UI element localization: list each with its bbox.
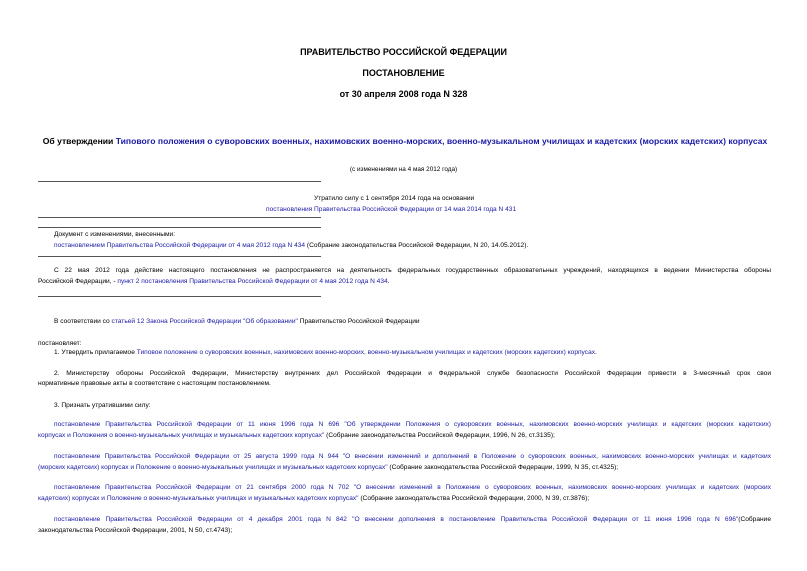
item-3: 3. Признать утратившими силу: (54, 402, 151, 409)
separator-rule (38, 217, 321, 218)
item-1-prefix: 1. Утвердить прилагаемое (54, 349, 137, 356)
amendments-line (54, 241, 528, 252)
notice-suffix: . (387, 278, 390, 285)
item-2-line-1 (38, 369, 771, 380)
resolves-label: постановляет: (38, 340, 82, 347)
notice-text: С 22 мая 2012 года действие настоящего постановления не распространяется на деятельность федеральных государственных образовательных учреждений, находящихся в ведении Министерства обороны (54, 267, 771, 274)
expired-note: Утратило силу с 1 сентября 2014 года на основании (314, 195, 475, 202)
amendment-decree-link[interactable]: постановлением Правительства Российской Федерации от 4 мая 2012 года N 434 (54, 242, 306, 249)
item-1 (54, 348, 597, 359)
repealed-1-link-cont[interactable]: корпусах и Положения о военно-музыкальных училищах и музыкальных кадетских корпусах" (38, 432, 325, 439)
notice-line-2 (38, 277, 390, 288)
item-2-line-2: нормативные правовые акты в соответствие с настоящим постановлением. (38, 380, 271, 387)
notice-line-1 (38, 266, 771, 277)
repealed-2-source: (Собрание законодательства Российской Федерации, 1999, N 35, ст.4325); (387, 464, 619, 471)
repealed-3-line-2 (38, 494, 589, 505)
preamble-prefix: В соответствии со (54, 318, 112, 325)
repealed-4-link[interactable]: постановление Правительства Российской Федерации от 4 декабря 2001 года N 842 "О внесении дополнения в постановление Правительства Российской Федерации от 11 июня 1996 года N 696" (54, 516, 739, 523)
item-1-suffix: . (595, 349, 597, 356)
amendments-source: (Собрание законодательства Российской Федерации, N 20, 14.05.2012). (305, 242, 529, 249)
repealed-2-link[interactable]: постановление Правительства Российской Федерации от 25 августа 1999 года N 944 "О внесении изменений и дополнений в Положение о суворовских военных, нахимовских военно-морских училищах и кадетских (54, 453, 771, 460)
repealed-4-source-start: (Собрание (738, 516, 771, 523)
notice-prefix: Российской Федерации, - (38, 278, 118, 285)
title-link-typical-regulation[interactable]: Типового положения о суворовских военных, нахимовских военно-морских, военно-музыкальном училищах и кадетских (морских кадетских) корпусах (115, 136, 768, 146)
repealed-3-line-1[interactable] (38, 483, 771, 494)
item-2-text: 2. Министерству обороны Российской Федерации, Министерству внутренних дел Российской Федерации и Федеральной службе безопасности Российской Федерации привести в 3-месячный срок свои (54, 370, 771, 377)
repealed-1-line-1[interactable] (38, 420, 771, 431)
expired-basis-link[interactable]: постановления Правительства Российской Федерации от 14 мая 2014 года N 431 (266, 206, 517, 213)
separator-rule (38, 296, 321, 297)
repealed-2-line-2 (38, 463, 618, 474)
repealed-3-link-cont[interactable]: кадетских) корпусах и Положение о военно-музыкальных училищах и музыкальных кадетских корпусах" (38, 495, 359, 502)
title-prefix: Об утверждении (42, 136, 116, 146)
repealed-2-line-1[interactable] (38, 452, 771, 463)
repealed-1-source: (Собрание законодательства Российской Федерации, 1996, N 26, ст.3135); (324, 432, 555, 439)
education-law-link[interactable]: статьей 12 Закона Российской Федерации "Об образовании" (111, 318, 298, 325)
typical-regulation-link[interactable]: Типовое положение о суворовских военных, нахимовских военно-морских, военно-музыкальном училищах и кадетских (морских кадетских) корпусах (136, 349, 596, 356)
document-title (40, 136, 770, 147)
repealed-1-line-2 (38, 431, 555, 442)
amendments-label: Документ с изменениями, внесенными: (54, 231, 176, 238)
preamble (54, 317, 420, 328)
repealed-4-line-1 (38, 515, 771, 526)
repealed-3-source: (Собрание законодательства Российской Федерации, 2000, N 39, ст.3876); (358, 495, 590, 502)
repealed-3-link[interactable]: постановление Правительства Российской Федерации от 21 сентября 2000 года N 702 "О внесении изменений в Положение о суворовских военных, нахимовских военно-морских училищах и кадетских (морских (54, 484, 771, 491)
separator-rule (38, 227, 321, 228)
separator-rule (38, 181, 321, 182)
authority-heading: ПРАВИТЕЛЬСТВО РОССИЙСКОЙ ФЕДЕРАЦИИ (300, 47, 507, 57)
repealed-4-line-2: законодательства Российской Федерации, 2001, N 50, ст.4743); (38, 527, 233, 534)
repealed-1-link[interactable]: постановление Правительства Российской Федерации от 11 июня 1996 года N 696 "Об утверждении Положения о суворовских военных, нахимовских военно-морских училищах и кадетских (морских кадетских) (54, 421, 771, 428)
document-type-heading: ПОСТАНОВЛЕНИЕ (362, 68, 445, 78)
notice-decree-link[interactable]: пункт 2 постановления Правительства Российской Федерации от 4 мая 2012 года N 434 (117, 278, 388, 285)
preamble-suffix: Правительство Российской Федерации (297, 318, 420, 325)
separator-rule (38, 256, 321, 257)
repealed-2-link-cont[interactable]: (морских кадетских) корпусах и Положение о военно-музыкальных училищах и музыкальных кадетских корпусах" (38, 464, 388, 471)
document-date-number: от 30 апреля 2008 года N 328 (339, 89, 468, 99)
amended-note: (с изменениями на 4 мая 2012 года) (349, 166, 458, 173)
